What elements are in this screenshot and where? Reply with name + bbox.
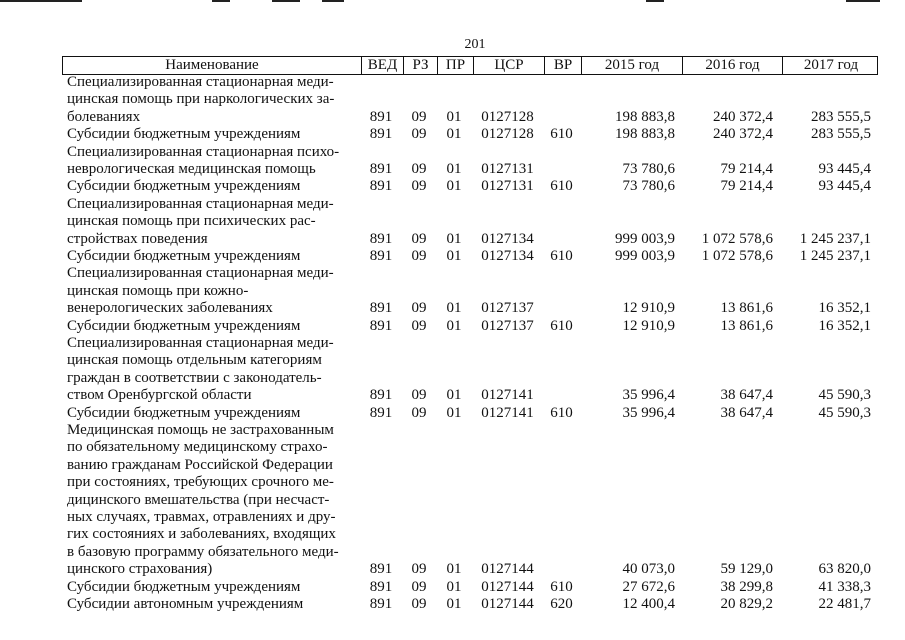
cell-vr: 610 — [550, 317, 573, 334]
table-row — [62, 265, 878, 317]
scan-edge-mark — [846, 0, 880, 2]
cell-rz: 09 — [411, 317, 427, 334]
row-name-line: Субсидии автономным учреждениям — [67, 596, 304, 612]
table-body — [62, 74, 878, 619]
cell-rz: 09 — [411, 126, 427, 143]
header-pr: ПР — [437, 57, 473, 74]
row-name — [67, 126, 360, 143]
row-name — [67, 74, 360, 126]
header-2017: 2017 год — [782, 57, 879, 74]
header-2015: 2015 год — [581, 57, 682, 74]
cell-y2016: 79 214,4 — [720, 160, 773, 177]
cell-rz: 09 — [411, 578, 427, 595]
header-2016: 2016 год — [682, 57, 782, 74]
row-name — [67, 579, 360, 596]
cell-y2016: 13 861,6 — [720, 317, 773, 334]
cell-y2015: 999 003,9 — [615, 248, 675, 264]
cell-csr: 0127134 — [481, 248, 534, 264]
row-name-line: при состояниях, требующих срочного ме- — [67, 474, 334, 491]
table-row — [62, 178, 878, 195]
row-name-line: в базовую программу обязательного меди- — [67, 543, 339, 560]
cell-vr: 610 — [550, 248, 573, 264]
row-name-line: цинского страхования) — [67, 561, 213, 578]
row-name-line: Специализированная стационарная меди- — [67, 335, 334, 351]
row-name-line: Медицинская помощь не застрахованным — [67, 422, 334, 438]
header-vr: ВР — [544, 57, 581, 74]
cell-rz: 09 — [411, 596, 427, 612]
cell-y2016: 79 214,4 — [720, 178, 773, 195]
cell-csr: 0127137 — [481, 300, 534, 317]
row-name-line: Субсидии бюджетным учреждениям — [67, 248, 301, 264]
cell-ved: 891 — [369, 317, 393, 334]
row-name-line: стройствах поведения — [67, 230, 208, 247]
cell-pr: 01 — [446, 230, 462, 247]
header-rz: РЗ — [403, 57, 437, 74]
row-name — [67, 335, 360, 405]
row-name-line: болеваниях — [67, 108, 141, 125]
cell-rz: 09 — [411, 300, 427, 317]
cell-y2017: 283 555,5 — [811, 108, 871, 125]
row-name-line: граждан в соответствии с законодатель- — [67, 369, 322, 386]
cell-csr: 0127141 — [481, 404, 534, 421]
header-csr: ЦСР — [473, 57, 544, 74]
row-name-line: дицинского вмешательства (при несчаст- — [67, 491, 330, 508]
row-name-line: Специализированная стационарная меди- — [67, 74, 334, 90]
cell-y2016: 240 372,4 — [713, 126, 773, 143]
cell-pr: 01 — [446, 561, 462, 578]
cell-y2016: 20 829,2 — [720, 596, 773, 612]
cell-y2015: 198 883,8 — [615, 126, 675, 143]
cell-csr: 0127131 — [481, 160, 534, 177]
cell-y2015: 35 996,4 — [622, 387, 675, 404]
table-row — [62, 248, 878, 265]
cell-y2015: 12 400,4 — [622, 596, 675, 612]
cell-y2017: 16 352,1 — [818, 300, 871, 317]
cell-y2015: 27 672,6 — [622, 578, 675, 595]
cell-pr: 01 — [446, 160, 462, 177]
row-name-line: Субсидии бюджетным учреждениям — [67, 317, 301, 334]
row-name-line: Субсидии бюджетным учреждениям — [67, 578, 301, 595]
cell-pr: 01 — [446, 596, 462, 612]
cell-y2016: 1 072 578,6 — [701, 248, 773, 264]
cell-ved: 891 — [369, 248, 393, 264]
scan-edge-mark — [322, 0, 344, 2]
cell-ved: 891 — [369, 108, 393, 125]
cell-vr: 610 — [550, 404, 573, 421]
cell-ved: 891 — [369, 300, 393, 317]
cell-vr: 620 — [550, 596, 573, 612]
row-name — [67, 144, 360, 179]
cell-csr: 0127144 — [481, 596, 534, 612]
cell-csr: 0127144 — [481, 561, 534, 578]
table-row — [62, 596, 878, 613]
cell-rz: 09 — [411, 404, 427, 421]
row-name — [67, 265, 360, 317]
cell-y2016: 38 299,8 — [720, 578, 773, 595]
row-name — [67, 405, 360, 422]
cell-ved: 891 — [369, 230, 393, 247]
cell-y2015: 35 996,4 — [622, 404, 675, 421]
page-number: 201 — [464, 37, 486, 52]
row-name-line: ванию гражданам Российской Федерации — [67, 456, 333, 473]
cell-y2017: 283 555,5 — [811, 126, 871, 143]
cell-ved: 891 — [369, 596, 393, 612]
cell-csr: 0127131 — [481, 178, 534, 195]
cell-ved: 891 — [369, 178, 393, 195]
cell-rz: 09 — [411, 108, 427, 125]
cell-ved: 891 — [369, 126, 393, 143]
cell-pr: 01 — [446, 248, 462, 264]
row-name-line: Субсидии бюджетным учреждениям — [67, 178, 301, 195]
cell-rz: 09 — [411, 561, 427, 578]
scan-edge-mark — [0, 0, 82, 2]
cell-ved: 891 — [369, 160, 393, 177]
cell-pr: 01 — [446, 300, 462, 317]
cell-vr: 610 — [550, 578, 573, 595]
row-name-line: цинская помощь при кожно- — [67, 282, 249, 299]
row-name-line: цинская помощь при наркологических за- — [67, 91, 335, 108]
cell-pr: 01 — [446, 126, 462, 143]
cell-rz: 09 — [411, 178, 427, 195]
cell-y2015: 73 780,6 — [622, 178, 675, 195]
cell-rz: 09 — [411, 160, 427, 177]
cell-y2015: 12 910,9 — [622, 300, 675, 317]
cell-y2015: 999 003,9 — [615, 230, 675, 247]
cell-y2017: 93 445,4 — [818, 178, 871, 195]
row-name — [67, 318, 360, 335]
table-header — [62, 56, 878, 75]
cell-y2016: 1 072 578,6 — [701, 230, 773, 247]
row-name-line: Специализированная стационарная меди- — [67, 265, 334, 282]
row-name — [67, 196, 360, 248]
cell-y2017: 41 338,3 — [818, 578, 871, 595]
cell-y2017: 45 590,3 — [818, 404, 871, 421]
row-name — [67, 596, 360, 613]
table-row — [62, 579, 878, 596]
header-ved: ВЕД — [361, 57, 403, 74]
row-name-line: гих состояниях и заболеваниях, входящих — [67, 526, 336, 543]
cell-y2017: 45 590,3 — [818, 387, 871, 404]
row-name-line: ных случаях, травмах, отравлениях и дру- — [67, 508, 336, 525]
table-row — [62, 74, 878, 126]
cell-y2016: 13 861,6 — [720, 300, 773, 317]
cell-pr: 01 — [446, 578, 462, 595]
cell-rz: 09 — [411, 248, 427, 264]
scan-edge-mark — [272, 0, 300, 2]
cell-y2015: 73 780,6 — [622, 160, 675, 177]
cell-csr: 0127144 — [481, 578, 534, 595]
cell-y2015: 12 910,9 — [622, 317, 675, 334]
cell-y2017: 1 245 237,1 — [799, 248, 871, 264]
cell-y2017: 22 481,7 — [818, 596, 871, 612]
cell-csr: 0127134 — [481, 230, 534, 247]
cell-y2017: 63 820,0 — [818, 561, 871, 578]
cell-y2017: 1 245 237,1 — [799, 230, 871, 247]
row-name-line: цинская помощь при психических рас- — [67, 213, 316, 230]
row-name-line: Специализированная стационарная психо- — [67, 143, 340, 160]
row-name-line: ством Оренбургской области — [67, 387, 252, 404]
cell-pr: 01 — [446, 108, 462, 125]
table-row — [62, 405, 878, 422]
row-name — [67, 248, 360, 265]
row-name-line: Субсидии бюджетным учреждениям — [67, 404, 301, 421]
row-name-line: по обязательному медицинскому страхо- — [67, 439, 328, 456]
cell-vr: 610 — [550, 178, 573, 195]
cell-csr: 0127141 — [481, 387, 534, 404]
cell-vr: 610 — [550, 126, 573, 143]
cell-csr: 0127128 — [481, 108, 534, 125]
table-row — [62, 318, 878, 335]
cell-pr: 01 — [446, 404, 462, 421]
cell-pr: 01 — [446, 178, 462, 195]
row-name — [67, 422, 360, 579]
row-name-line: цинская помощь отдельным категориям — [67, 352, 322, 369]
cell-ved: 891 — [369, 387, 393, 404]
row-name-line: Субсидии бюджетным учреждениям — [67, 126, 301, 143]
cell-pr: 01 — [446, 317, 462, 334]
cell-csr: 0127137 — [481, 317, 534, 334]
row-name-line: неврологическая медицинская помощь — [67, 160, 316, 177]
cell-y2017: 93 445,4 — [818, 160, 871, 177]
scan-edge-mark — [212, 0, 230, 2]
table-row — [62, 144, 878, 179]
cell-y2015: 198 883,8 — [615, 108, 675, 125]
cell-y2016: 59 129,0 — [720, 561, 773, 578]
table-row — [62, 335, 878, 405]
header-name: Наименование — [165, 57, 259, 73]
row-name-line: венерологических заболеваниях — [67, 300, 273, 317]
cell-y2016: 38 647,4 — [720, 387, 773, 404]
table-row — [62, 422, 878, 579]
cell-ved: 891 — [369, 578, 393, 595]
cell-y2015: 40 073,0 — [622, 561, 675, 578]
cell-pr: 01 — [446, 387, 462, 404]
table-row — [62, 126, 878, 143]
row-name — [67, 178, 360, 195]
table-row — [62, 196, 878, 248]
scan-edge-mark — [646, 0, 664, 2]
cell-rz: 09 — [411, 230, 427, 247]
cell-rz: 09 — [411, 387, 427, 404]
cell-ved: 891 — [369, 561, 393, 578]
cell-csr: 0127128 — [481, 126, 534, 143]
cell-y2017: 16 352,1 — [818, 317, 871, 334]
cell-ved: 891 — [369, 404, 393, 421]
cell-y2016: 38 647,4 — [720, 404, 773, 421]
row-name-line: Специализированная стационарная меди- — [67, 195, 334, 212]
cell-y2016: 240 372,4 — [713, 108, 773, 125]
